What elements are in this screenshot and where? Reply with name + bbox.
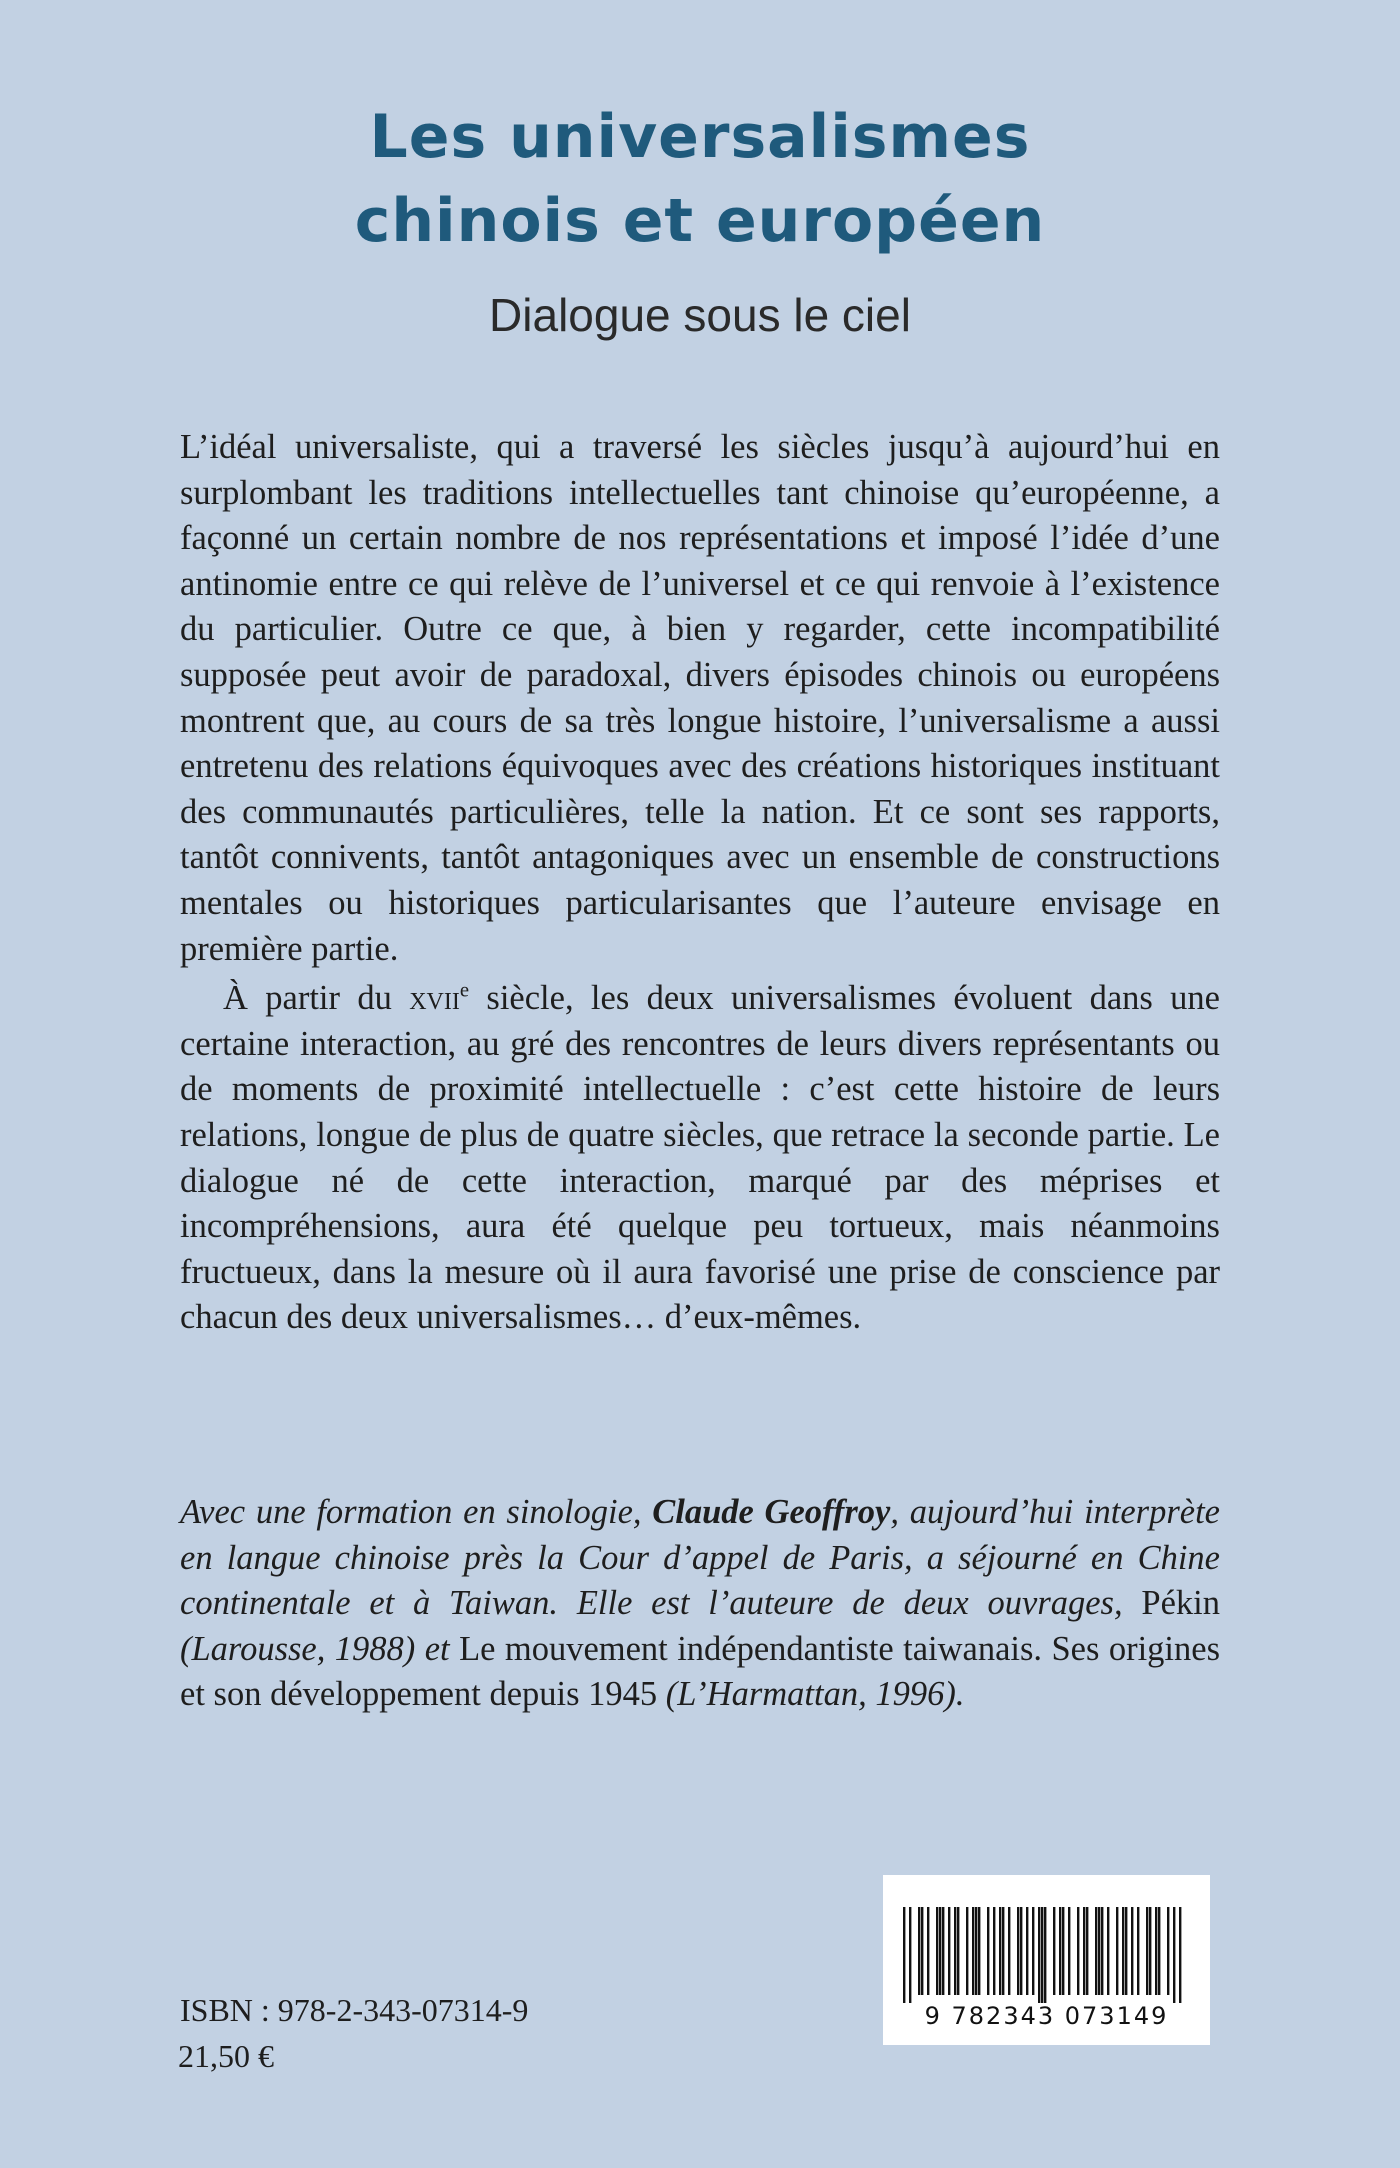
barcode-bar: [993, 1907, 995, 1995]
barcode-bar: [1077, 1907, 1079, 1995]
barcode-bar: [1086, 1907, 1088, 1995]
barcode-bar: [1062, 1907, 1064, 1995]
bio-part-3: (Larousse, 1988) et: [180, 1629, 460, 1668]
author-bio: [180, 1490, 1220, 1718]
barcode-bar: [1053, 1907, 1055, 1995]
barcode-bar: [942, 1907, 944, 1995]
barcode-bar: [1017, 1907, 1019, 1995]
barcode-bar: [1122, 1907, 1124, 1995]
barcode: [883, 1875, 1210, 2045]
barcode-bar: [1002, 1907, 1004, 1995]
barcode-bar: [909, 1907, 911, 2003]
book-title-2: Le mouvement indépendantiste taiwanais. Ses origines et son développement depuis 1945: [180, 1629, 1220, 1714]
barcode-bar: [1149, 1907, 1151, 1995]
barcode-bar: [987, 1907, 989, 1995]
book-title-1: Pékin: [1141, 1584, 1220, 1623]
barcode-bar: [939, 1907, 941, 1995]
book-title: [0, 95, 1400, 263]
barcode-bars-icon: [901, 1907, 1192, 2003]
paragraph2-rest: siècle, les deux universalismes évoluent dans une certaine interaction, au gré des rencontres de leurs divers représentants ou de moments de proximité intellectuelle : c’est cette histoire de leurs relations, longue de plus de quatre siècles, que retrace la seconde partie. Le dialogue né de cette interaction, marqué par des méprises et incompréhensions, aura été quelque peu tortueux, mais néanmoins fructueux, dans la mesure où il aura favorisé une prise de conscience par chacun des deux universalismes… d’eux-mêmes.: [180, 979, 1220, 1337]
barcode-bar: [1125, 1907, 1127, 1995]
barcode-bar: [1059, 1907, 1061, 1995]
barcode-bar: [1179, 1907, 1181, 2003]
barcode-bar: [1083, 1907, 1085, 1995]
barcode-bar: [1158, 1907, 1160, 1995]
barcode-bar: [1173, 1907, 1175, 2003]
barcode-bar: [1008, 1907, 1010, 1995]
barcode-bar: [1095, 1907, 1097, 1995]
price: 21,50 €: [178, 2038, 274, 2074]
century-numeral: xvii: [409, 979, 460, 1018]
summary-text: [180, 425, 1220, 1341]
bio-part-1: Avec une formation en sinologie,: [180, 1493, 653, 1531]
barcode-bar: [1155, 1907, 1157, 1995]
barcode-bar: [1107, 1907, 1109, 1995]
barcode-bar: [1020, 1907, 1022, 1995]
barcode-bar: [1137, 1907, 1139, 1995]
title-line-1: Les universalismes: [369, 102, 1031, 172]
barcode-bar: [936, 1907, 938, 1995]
barcode-number: 9 782343 073149: [924, 2002, 1169, 2030]
barcode-bar: [972, 1907, 974, 1995]
barcode-bar: [921, 1907, 923, 1995]
title-line-2: chinois et européen: [354, 186, 1046, 256]
barcode-bar: [1116, 1907, 1118, 1995]
barcode-bar: [954, 1907, 956, 1995]
barcode-bar: [957, 1907, 959, 1995]
barcode-bar: [1167, 1907, 1169, 1995]
barcode-bar: [1026, 1907, 1028, 1995]
paragraph2-start: À partir du: [223, 979, 410, 1018]
barcode-bar: [1041, 1907, 1043, 2003]
barcode-bar: [918, 1907, 920, 1995]
barcode-bar: [1032, 1907, 1034, 1995]
isbn: ISBN : 978-2-343-07314-9: [180, 1992, 529, 2028]
author-name: Claude Geoffroy: [652, 1493, 891, 1531]
barcode-bar: [1044, 1907, 1046, 2003]
barcode-bar: [978, 1907, 980, 1995]
barcode-bar: [1098, 1907, 1100, 1995]
barcode-bar: [903, 1907, 905, 2003]
barcode-bar: [927, 1907, 929, 1995]
summary-paragraph-2: [180, 976, 1220, 1341]
summary-paragraph-1: L’idéal universaliste, qui a traversé les siècles jusqu’à aujourd’hui en surplombant les traditions intellectuelles tant chinoise qu’européenne, a façonné un certain nombre de nos représentations et imposé l’idée d’une antinomie entre ce qui relève de l’universel et ce qui renvoie à l’existence du particulier. Outre ce que, à bien y regarder, cette incompatibilité supposée peut avoir de paradoxal, divers épisodes chinois ou européens montrent que, au cours de sa très longue histoire, l’universalisme a aussi entretenu des relations équivoques avec des créations historiques instituant des communautés particulières, telle la nation. Et ce sont ses rapports, tantôt connivents, tantôt antagoniques avec un ensemble de constructions mentales ou historiques particularisantes que l’auteure envisage en première partie.: [180, 428, 1220, 968]
book-subtitle: Dialogue sous le ciel: [489, 289, 911, 341]
bio-part-4: (L’Harmattan, 1996).: [657, 1675, 965, 1714]
barcode-bar: [1146, 1907, 1148, 1995]
bio-part-2: , aujourd’hui interprète en langue chinoise près la Cour d’appel de Paris, a séjourné en Chine continentale et à Taiwan. Elle est l’auteure de deux ouvrages,: [180, 1493, 1220, 1623]
barcode-bar: [1131, 1907, 1133, 1995]
barcode-bar: [948, 1907, 950, 1995]
barcode-bar: [1101, 1907, 1103, 1995]
barcode-bar: [966, 1907, 968, 1995]
barcode-bar: [975, 1907, 977, 1995]
century-superscript: e: [459, 979, 470, 1002]
barcode-bar: [1068, 1907, 1070, 1995]
barcode-bar: [999, 1907, 1001, 1995]
barcode-bar: [1038, 1907, 1040, 2003]
